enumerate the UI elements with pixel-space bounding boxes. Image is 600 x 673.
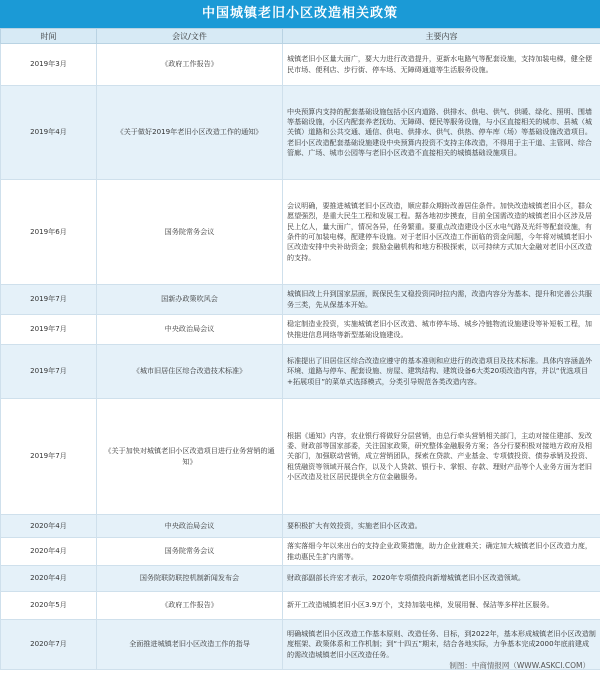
table-row (1, 285, 600, 315)
row-time: 2019年7月 (1, 399, 97, 515)
row-document: 中央政治局会议 (97, 315, 283, 345)
row-content: 要积极扩大有效投资，实施老旧小区改造。 (283, 515, 600, 538)
row-time: 2020年7月 (1, 620, 97, 670)
table-row (1, 399, 600, 515)
table-header-row (1, 29, 600, 44)
row-time: 2019年4月 (1, 86, 97, 180)
row-content: 标准提出了旧居住区综合改造应遵守的基本准则和应进行的改造项目及技术标准。具体内容涵盖外环境、道路与停车、配套设施、房屋、建筑结构、建筑设备6大类20项改造内容，并以“优选项目+拓展项目”的菜单式选择模式，分类引导规范各类改造内容。 (283, 345, 600, 399)
header-time: 时间 (1, 29, 97, 44)
row-content: 落实落细今年以来出台的支持企业政策措施，助力企业渡难关；确定加大城镇老旧小区改造力度，推动惠民生扩内需等。 (283, 538, 600, 566)
row-document: 国务院联防联控机制新闻发布会 (97, 566, 283, 592)
row-time: 2019年7月 (1, 285, 97, 315)
row-document: 国务院常务会议 (97, 538, 283, 566)
table-row (1, 515, 600, 538)
row-time: 2019年7月 (1, 345, 97, 399)
row-document: 《政府工作报告》 (97, 592, 283, 620)
row-content: 中央预算内支持的配套基础设施包括小区内道路、供排水、供电、供气、供暖、绿化、照明、围墙等基础设施，小区内配套养老抚幼、无障碍、便民等服务设施，与小区直接相关的城市、县城（城关镇）道路和公共交通、通信、供电、供排水、供气、供热、停车库（场）等基础设施改造项目。老旧小区改造配套基础设施建设中央预算内投资不支持主体改造，不得用于主干道、主管网、综合管廊、广场、城市公园等与老旧小区改造不直接相关的城镇基础设施项目。 (283, 86, 600, 180)
table-row (1, 315, 600, 345)
header-document: 会议/文件 (97, 29, 283, 44)
row-content: 根据《通知》内容，农业银行将做好分层营销，由总行牵头营销相关部门，主动对接住建部、发改委、财政部等国家部委，关注国家政策，研究整体金融服务方案；各分行要积极对接地方政府及相关部门，加强联动营销，成立营销团队，探索在贷款、产业基金、专项债投资、债券承销及投资、租赁融资等领域开展合作，以及个人贷款、银行卡、掌银、存款、理财产品等个人业务方面为老旧小区改造及社区居民提供全方位金融服务。 (283, 399, 600, 515)
row-document: 中央政治局会议 (97, 515, 283, 538)
row-content: 会议明确，要推进城镇老旧小区改造，顺应群众期盼改善居住条件。加快改造城镇老旧小区，群众愿望强烈，是重大民生工程和发展工程。据各地初步摸查，目前全国需改造的城镇老旧小区涉及居民上亿人，量大面广，情况各异，任务繁重。要重点改造建设小区水电气路及光纤等配套设施，有条件的可加装电梯，配建停车设施。对于老旧小区改造工作面临的资金问题，今年将对城镇老旧小区改造安排中央补助资金；鼓励金融机构和地方积极探索，以可持续方式加大金融对老旧小区改造的支持。 (283, 180, 600, 285)
row-time: 2019年3月 (1, 44, 97, 86)
row-time: 2020年4月 (1, 515, 97, 538)
policy-table (0, 28, 600, 670)
row-content: 稳定制造业投资，实施城镇老旧小区改造、城市停车场、城乡冷链物流设施建设等补短板工程，加快推进信息网络等新型基础设施建设。 (283, 315, 600, 345)
row-content: 城镇老旧小区量大面广，要大力进行改造提升，更新水电路气等配套设施，支持加装电梯，健全便民市场、便利店、步行街、停车场、无障碍通道等生活服务设施。 (283, 44, 600, 86)
row-content: 财政部副部长许宏才表示，2020年专项债投向新增城镇老旧小区改造领域。 (283, 566, 600, 592)
row-content: 明确城镇老旧小区改造工作基本原则、改造任务、目标，到2022年，基本形成城镇老旧小区改造制度框架、政策体系和工作机制；到“十四五”期末，结合各地实际，力争基本完成2000年底前建成的需改造城镇老旧小区改造任务。 (283, 620, 600, 670)
row-document: 全面推进城镇老旧小区改造工作的指导 (97, 620, 283, 670)
row-time: 2020年4月 (1, 566, 97, 592)
table-row (1, 538, 600, 566)
table-row (1, 180, 600, 285)
header-content: 主要内容 (283, 29, 600, 44)
table-row (1, 592, 600, 620)
row-document: 《关于加快对城镇老旧小区改造项目进行业务营销的通知》 (97, 399, 283, 515)
row-document: 《城市旧居住区综合改造技术标准》 (97, 345, 283, 399)
row-content: 城镇旧改上升到国家层面，既保民生又稳投资同时拉内需，改造内容分为基本、提升和完善公共服务三类，先从保基本开始。 (283, 285, 600, 315)
row-time: 2020年4月 (1, 538, 97, 566)
row-time: 2019年7月 (1, 315, 97, 345)
row-document: 《政府工作报告》 (97, 44, 283, 86)
table-row (1, 86, 600, 180)
table-row (1, 44, 600, 86)
source-caption: 制图：中商情报网（WWW.ASKCI.COM） (449, 661, 590, 670)
page-title: 中国城镇老旧小区改造相关政策 (0, 0, 600, 28)
row-document: 国新办政策吹风会 (97, 285, 283, 315)
row-document: 国务院常务会议 (97, 180, 283, 285)
row-time: 2020年5月 (1, 592, 97, 620)
table-row (1, 566, 600, 592)
table-row (1, 345, 600, 399)
row-content: 新开工改造城镇老旧小区3.9万个，支持加装电梯，发展用餐、保洁等多样社区服务。 (283, 592, 600, 620)
row-document: 《关于做好2019年老旧小区改造工作的通知》 (97, 86, 283, 180)
row-time: 2019年6月 (1, 180, 97, 285)
